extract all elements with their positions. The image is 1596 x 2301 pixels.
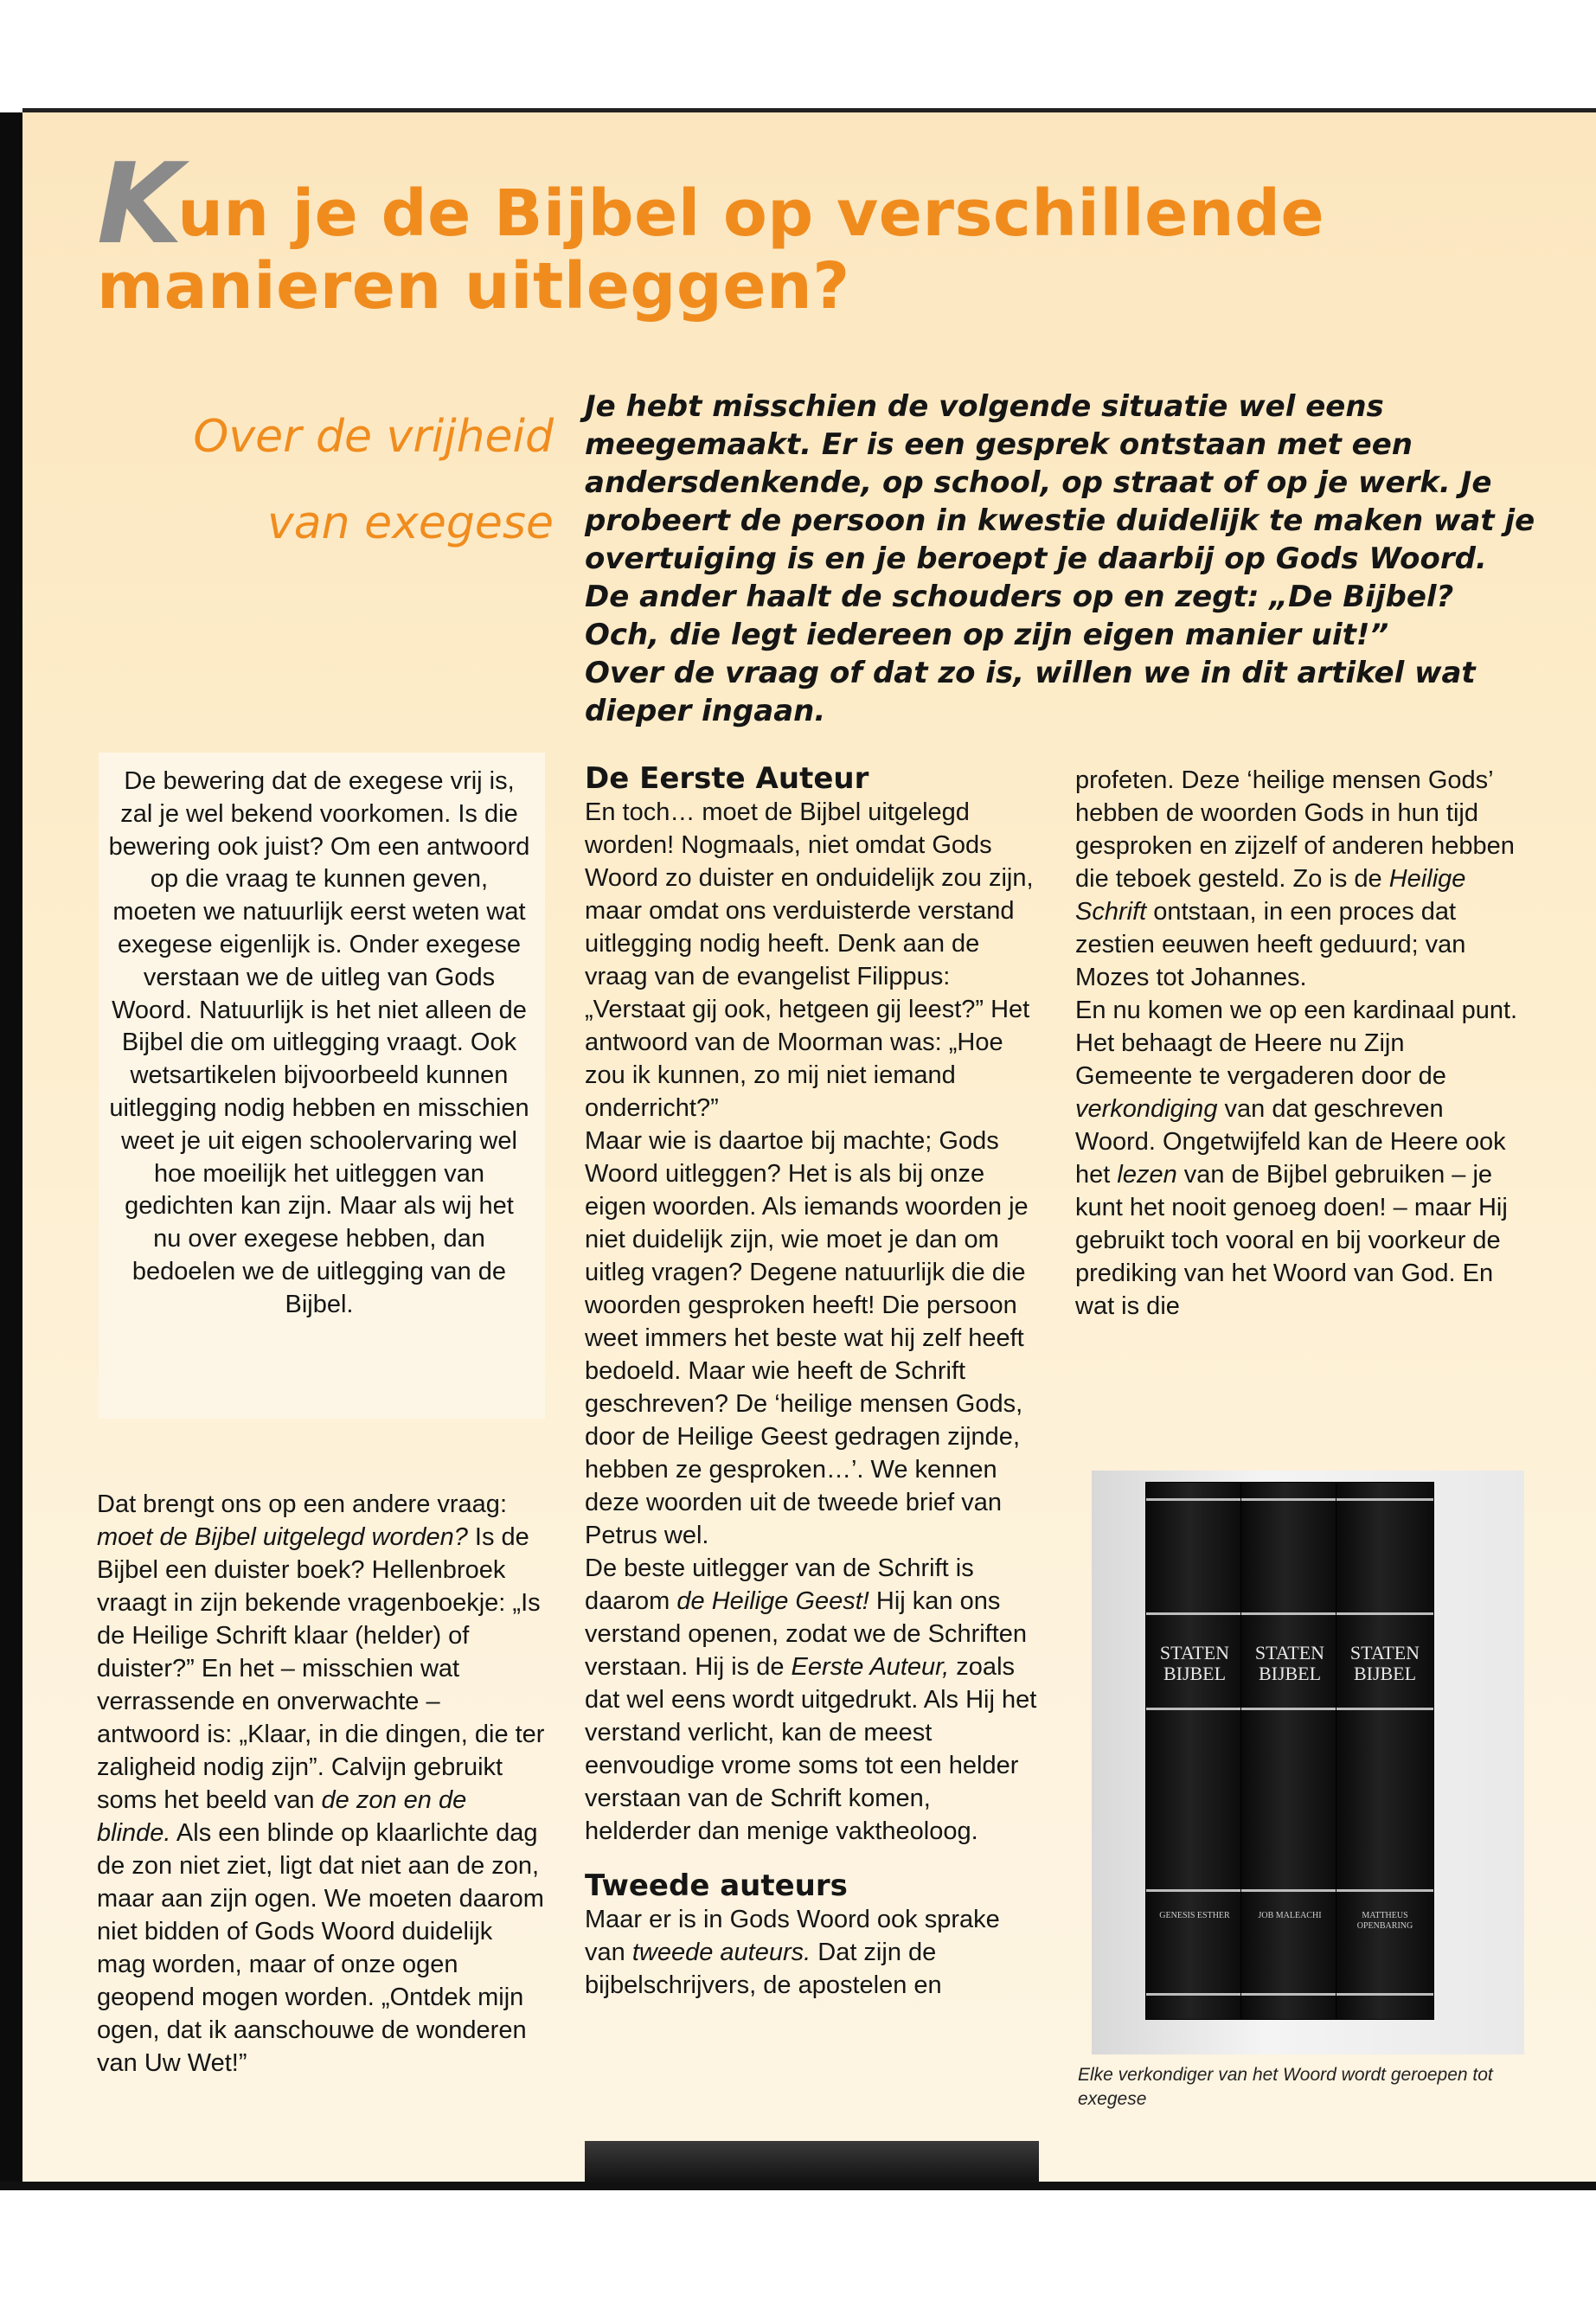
text-run: profeten. Deze ‘heilige mensen Gods’ hebben de woorden Gods in hun tijd gesproken en zijzelf of anderen hebben die teboek gesteld. Zo is de bbox=[1075, 766, 1515, 893]
emphasis-run: Heilige Schrift bbox=[1075, 865, 1466, 926]
text-run: van dat geschreven Woord. Ongetwijfeld kan de Heere ook het bbox=[1075, 1095, 1506, 1189]
text-run: Dat brengt ons op een andere vraag: bbox=[97, 1490, 507, 1518]
column-1 bbox=[97, 1488, 547, 2080]
scan-top-edge bbox=[22, 108, 1596, 112]
column-2-paragraph-1: En toch… moet de Bijbel uitgelegd worden! Nogmaals, niet omdat Gods Woord zo duister en onduidelijk zou zijn, maar omdat ons verduisterde verstand uitlegging nodig heeft. Denk aan de vraag van de evangelist Filippus: „Verstaat gij ook, hetgeen gij leest?” Het antwoord van de Moorman was: „Hoe zou ik kunnen, zo mij niet iemand onderricht?” bbox=[585, 798, 1034, 1122]
book-spine-title: STATEN BIJBEL bbox=[1254, 1642, 1325, 1684]
column-1-paragraph bbox=[97, 1488, 547, 2080]
emphasis-run: de Heilige Geest! bbox=[676, 1587, 869, 1615]
bottom-photo-strip bbox=[585, 2141, 1039, 2184]
book-spine-title: STATEN BIJBEL bbox=[1349, 1642, 1420, 1684]
emphasis-run: Eerste Auteur, bbox=[791, 1653, 950, 1681]
book-spine-subtitle: MATTHEUS OPENBARING bbox=[1356, 1911, 1413, 1931]
subtitle-line-2: van exegese bbox=[267, 497, 554, 549]
intro-paragraph-1: Je hebt misschien de volgende situatie wel eens meegemaakt. Er is een gesprek ontstaan met een andersdenkende, op school, op straat of op je werk. Je probeert de persoon in kwestie duidelijk te maken wat je overtuiging is en je beroept je daarbij op Gods Woord. De ander haalt de schouders op en zegt: „De Bijbel? Och, die legt iedereen op zijn eigen manier uit!” bbox=[585, 389, 1535, 652]
book-spine-3 bbox=[1336, 1482, 1434, 2020]
column-2-paragraph-3 bbox=[585, 1552, 1043, 1848]
book-spine-2 bbox=[1240, 1482, 1339, 2020]
intro-paragraph-2: Over de vraag of dat zo is, willen we in dit artikel wat dieper ingaan. bbox=[585, 656, 1476, 728]
column-2-paragraph-4 bbox=[585, 1903, 1043, 2002]
text-run: Maar er is in Gods Woord ook sprake van bbox=[585, 1906, 1000, 1966]
section-heading-tweede-auteurs: Tweede auteurs bbox=[585, 1868, 848, 1903]
column-2-paragraph-2: Maar wie is daartoe bij machte; Gods Woord uitleggen? Het is als bij onze eigen woorden. Als iemands woorden je niet duidelijk zijn, wie moet je dan om uitleg vragen? Degene natuurlijk die die woorden gesproken heeft! Die persoon weet immers het beste wat hij zelf heeft bedoeld. Maar wie heeft de Schrift geschreven? De ‘heilige mensen Gods, door de Heilige Geest gedragen zijnde, hebben ze gesproken…’. We kennen deze woorden uit de tweede brief van Petrus wel. bbox=[585, 1127, 1029, 1549]
emphasis-run: verkondiging bbox=[1075, 1095, 1218, 1123]
title-text: un je de Bijbel op verschillende manieren uitleggen? bbox=[97, 176, 1325, 324]
text-run: En nu komen we op een kardinaal punt. Het behaagt de Heere nu Zijn Gemeente te vergaderen door de bbox=[1075, 997, 1518, 1090]
text-run: ontstaan, in een proces dat zestien eeuwen heeft geduurd; van Mozes tot Johannes. bbox=[1075, 898, 1466, 991]
sidebar-text: De bewering dat de exegese vrij is, zal je wel bekend voorkomen. Is die bewering ook juist? Om een antwoord op die vraag te kunnen geven, moeten we natuurlijk eerst weten wat exegese eigenlijk is. Onder exegese verstaan we de uitleg van Gods Woord. Natuurlijk is het niet alleen de Bijbel die om uitlegging vraagt. Ook wetsartikelen bijvoorbeeld kunnen uitlegging nodig hebben en misschien weet je uit eigen schoolervaring wel hoe moeilijk het uitleggen van gedichten kan zijn. Maar als wij het nu over exegese hebben, dan bedoelen we de uitlegging van de Bijbel. bbox=[108, 767, 530, 1318]
article-title bbox=[97, 140, 1446, 324]
book-spine-subtitle: JOB MALEACHI bbox=[1258, 1911, 1322, 1920]
emphasis-run: lezen bbox=[1117, 1161, 1177, 1189]
column-3 bbox=[1075, 764, 1525, 1323]
text-run: Hij kan ons verstand openen, zodat we de Schriften verstaan. Hij is de bbox=[585, 1587, 1028, 1681]
subtitle-line-1: Over de vrijheid bbox=[193, 411, 554, 463]
emphasis-run: de zon en de blinde. bbox=[97, 1786, 467, 1847]
book-spine-subtitle: GENESIS ESTHER bbox=[1159, 1911, 1230, 1920]
column-2 bbox=[585, 761, 1043, 2002]
article-subtitle bbox=[130, 394, 554, 567]
scan-left-edge bbox=[0, 112, 22, 2189]
text-run: Dat zijn de bijbelschrijvers, de apostelen en bbox=[585, 1939, 942, 1999]
bible-books-photo bbox=[1092, 1471, 1524, 2054]
text-run: De beste uitlegger van de Schrift is daarom bbox=[585, 1554, 974, 1615]
book-spine-1 bbox=[1145, 1482, 1244, 2020]
book-spine-title: STATEN BIJBEL bbox=[1159, 1642, 1230, 1684]
emphasis-run: tweede auteurs. bbox=[631, 1939, 811, 1966]
column-3-paragraph-1 bbox=[1075, 764, 1525, 994]
section-heading-eerste-auteur: De Eerste Auteur bbox=[585, 761, 869, 796]
text-run: zoals dat wel eens wordt uitgedrukt. Als Hij het verstand verlicht, kan de meest eenvoudige vrome soms tot een helder verstaan van de Schrift komen, helderder dan menige vaktheoloog. bbox=[585, 1653, 1037, 1845]
text-run: Als een blinde op klaarlichte dag de zon niet ziet, ligt dat niet aan de zon, maar aan zijn ogen. We moeten daarom niet bidden of Gods Woord duidelijk mag worden, maar of onze ogen geopend mogen worden. „Ontdek mijn ogen, dat ik aanschouwe de wonderen van Uw Wet!” bbox=[97, 1819, 544, 2077]
article-intro bbox=[585, 388, 1536, 730]
emphasis-run: moet de Bijbel uitgelegd worden? bbox=[97, 1523, 468, 1551]
photo-caption: Elke verkondiger van het Woord wordt geroepen tot exegese bbox=[1078, 2065, 1493, 2109]
text-run: van de Bijbel gebruiken – je kunt het nooit genoeg doen! – maar Hij gebruikt toch vooral en bij voorkeur de prediking van het Woord van God. En wat is die bbox=[1075, 1161, 1508, 1320]
text-run: Is de Bijbel een duister boek? Hellenbroek vraagt in zijn bekende vragenboekje: „Is de Heilige Schrift klaar (helder) of duister?” En het – misschien wat verrassende en onverwachte – antwoord is: „Klaar, in die dingen, die ter zaligheid nodig zijn”. Calvijn gebruikt soms het beeld van bbox=[97, 1523, 545, 1814]
title-dropcap: K bbox=[97, 140, 178, 269]
column-3-paragraph-2 bbox=[1075, 994, 1525, 1323]
